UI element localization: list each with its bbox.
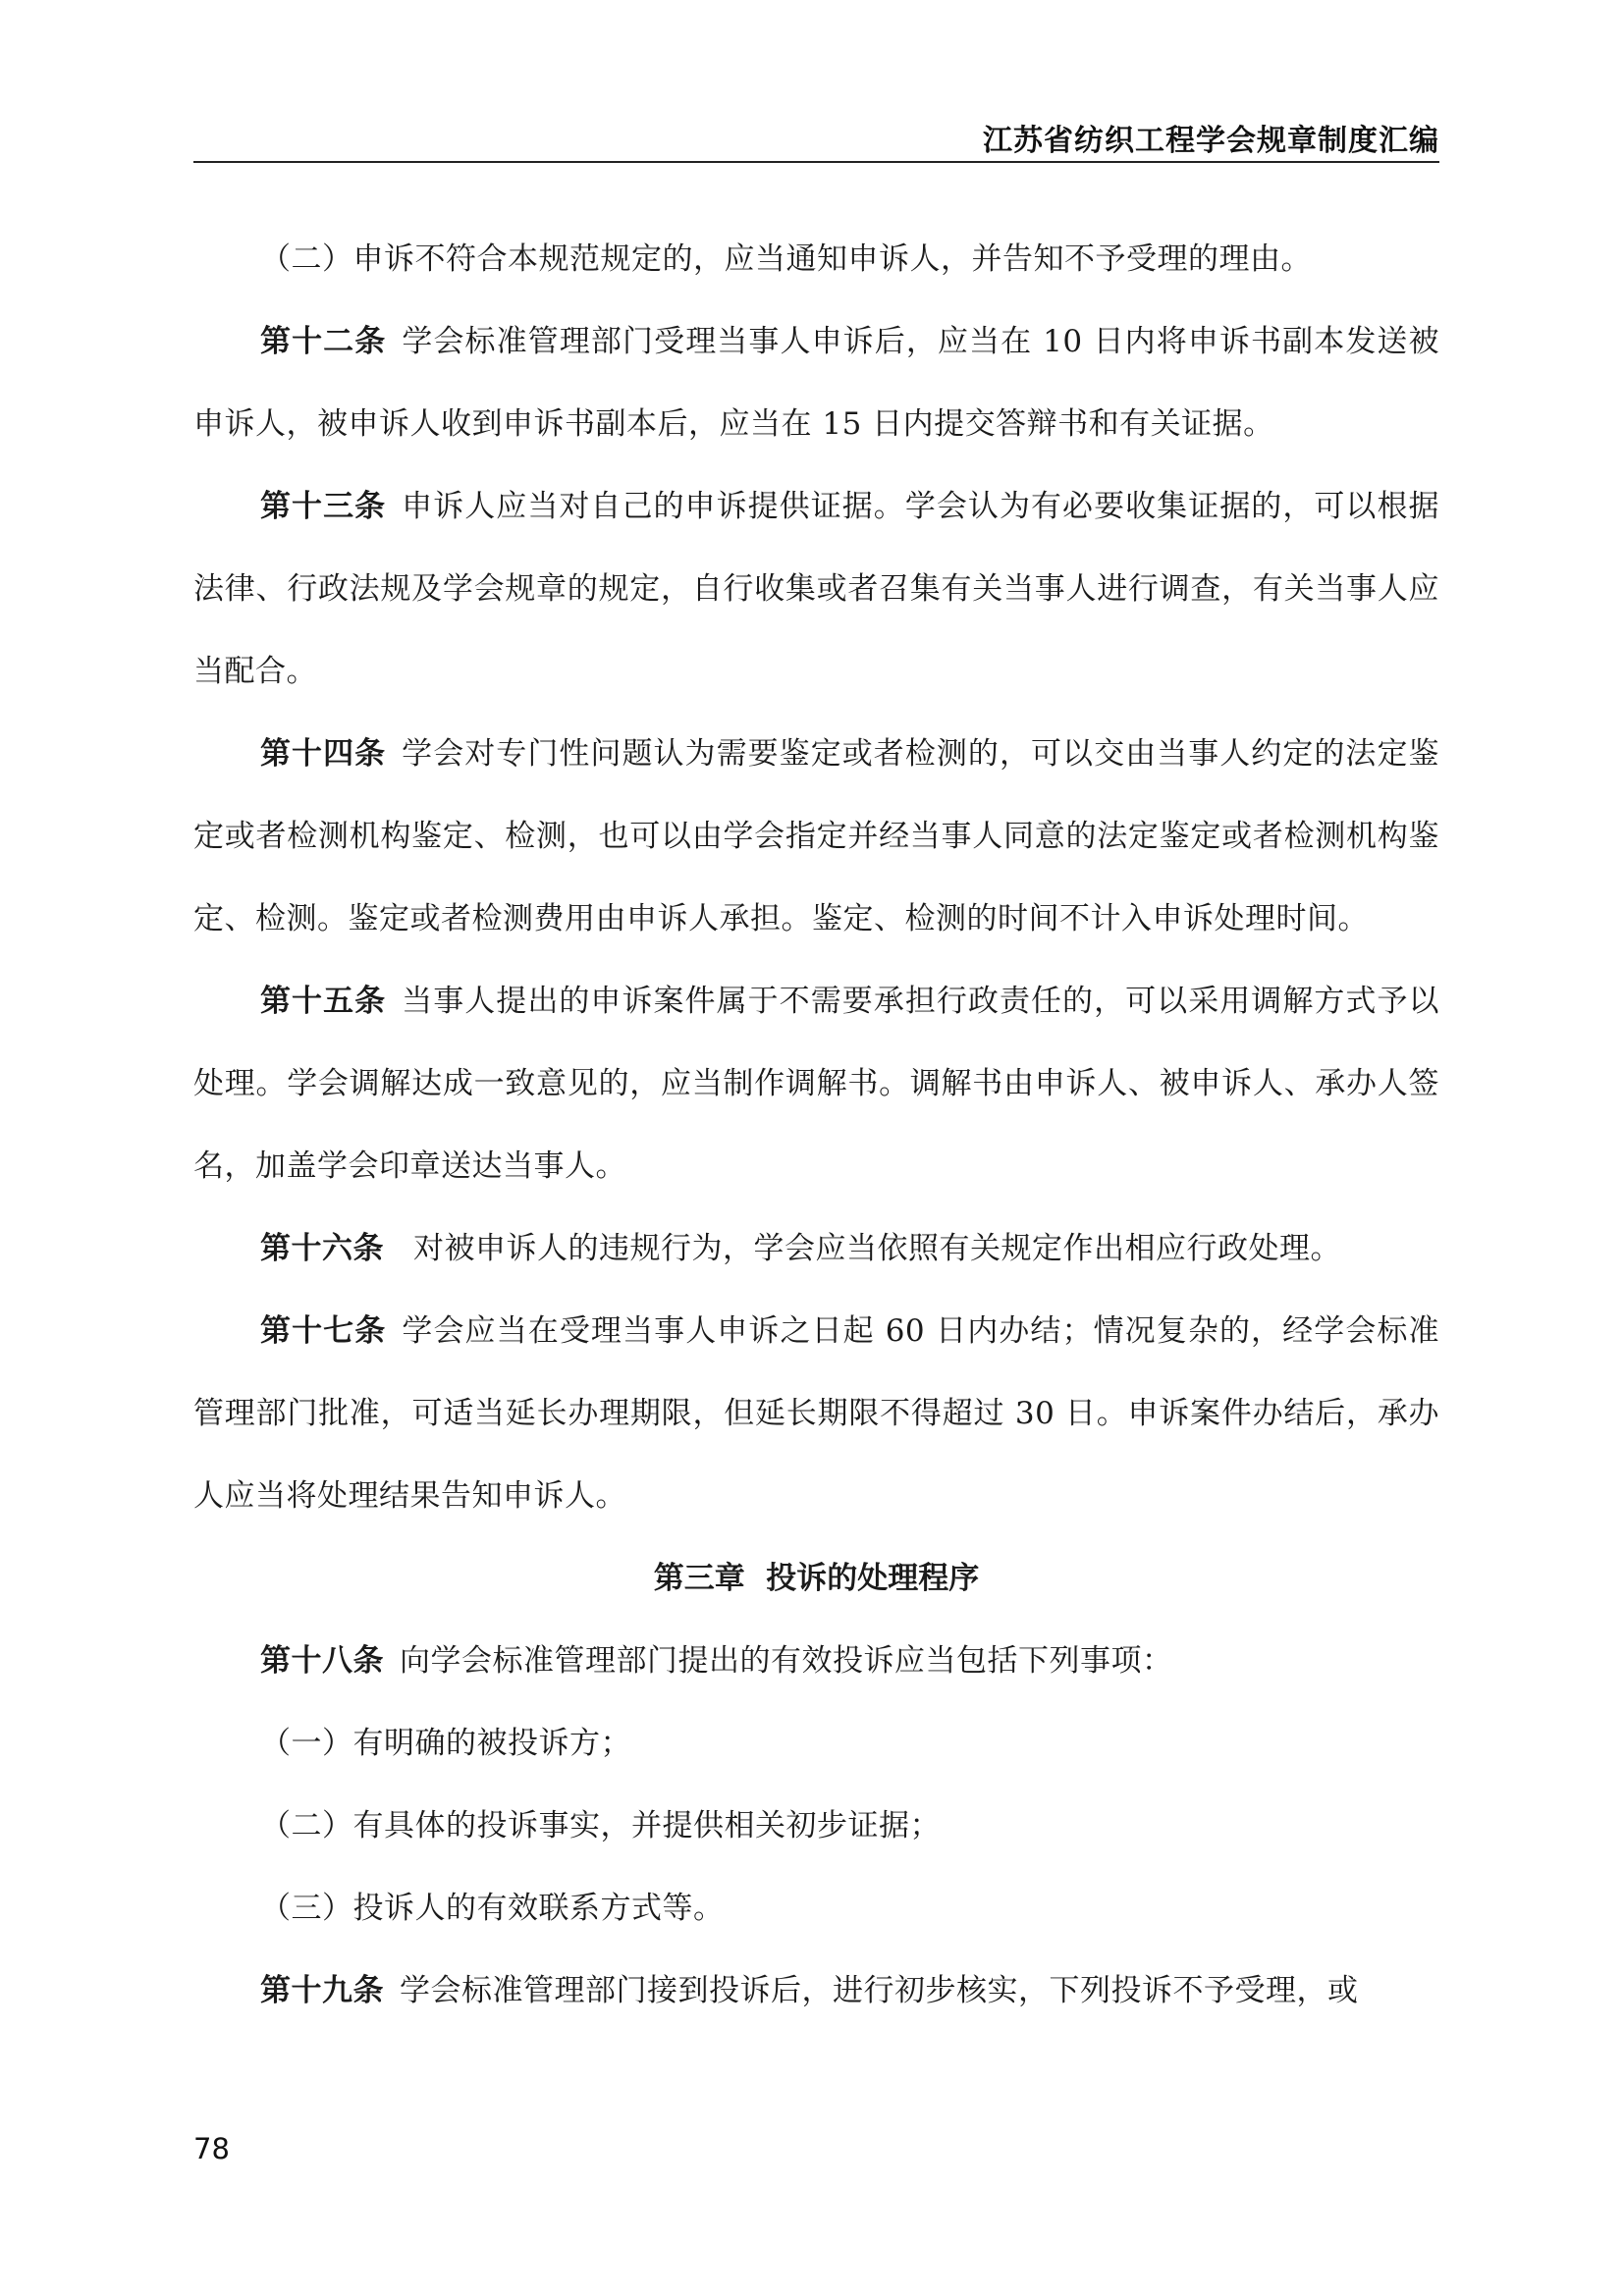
article-17 — [193, 1290, 1439, 1537]
article-text: 向学会标准管理部门提出的有效投诉应当包括下列事项： — [400, 1643, 1173, 1679]
list-item-1 — [193, 1702, 1439, 1785]
article-text: 学会标准管理部门接到投诉后，进行初步核实，下列投诉不予受理，或 — [400, 1973, 1359, 2008]
article-text: 学会标准管理部门受理当事人申诉后，应当在 10 日内将申诉书副本发送被申诉人，被申诉人收到申诉书副本后，应当在 15 日内提交答辩书和有关证据。 — [193, 324, 1439, 442]
article-text: 当事人提出的申诉案件属于不需要承担行政责任的，可以采用调解方式予以处理。学会调解达成一致意见的，应当制作调解书。调解书由申诉人、被申诉人、承办人签名，加盖学会印章送达当事人。 — [193, 984, 1440, 1184]
article-18 — [193, 1620, 1439, 1702]
document-body — [193, 218, 1439, 2032]
list-item-text: （三）投诉人的有效联系方式等。 — [260, 1891, 725, 1926]
article-16 — [193, 1207, 1439, 1290]
article-number: 第十八条 — [260, 1643, 384, 1679]
list-item-2 — [193, 1785, 1439, 1867]
running-header — [193, 106, 1439, 163]
article-number: 第十六条 — [260, 1231, 384, 1266]
article-13 — [193, 465, 1439, 713]
article-text: 申诉人应当对自己的申诉提供证据。学会认为有必要收集证据的，可以根据法律、行政法规及学会规章的规定，自行收集或者召集有关当事人进行调查，有关当事人应当配合。 — [193, 489, 1440, 689]
paragraph-text: （二）申诉不符合本规范规定的，应当通知申诉人，并告知不予受理的理由。 — [260, 241, 1312, 277]
article-number: 第十四条 — [260, 736, 387, 772]
article-text: 学会应当在受理当事人申诉之日起 60 日内办结；情况复杂的，经学会标准管理部门批准，可适当延长办理期限，但延长期限不得超过 30 日。申诉案件办结后，承办人应当将处理结果告知申诉人。 — [193, 1313, 1439, 1514]
article-number: 第十九条 — [260, 1973, 384, 2008]
header-title: 江苏省纺织工程学会规章制度汇编 — [983, 124, 1439, 158]
article-12 — [193, 300, 1439, 465]
article-14 — [193, 713, 1439, 960]
article-text: 学会对专门性问题认为需要鉴定或者检测的，可以交由当事人约定的法定鉴定或者检测机构鉴定、检测，也可以由学会指定并经当事人同意的法定鉴定或者检测机构鉴定、检测。鉴定或者检测费用由申诉人承担。鉴定、检测的时间不计入申诉处理时间。 — [193, 736, 1440, 936]
article-text: 对被申诉人的违规行为，学会应当依照有关规定作出相应行政处理。 — [413, 1231, 1341, 1266]
article-number: 第十二条 — [260, 324, 387, 359]
list-item-text: （一）有明确的被投诉方； — [260, 1726, 631, 1761]
paragraph-1 — [193, 218, 1439, 300]
list-item-text: （二）有具体的投诉事实，并提供相关初步证据； — [260, 1808, 941, 1843]
article-number: 第十七条 — [260, 1313, 387, 1349]
page-number: 78 — [193, 2132, 230, 2165]
chapter-heading: 第三章 投诉的处理程序 — [653, 1561, 980, 1596]
article-number: 第十三条 — [260, 489, 387, 524]
article-15 — [193, 960, 1439, 1207]
article-number: 第十五条 — [260, 984, 387, 1019]
list-item-3 — [193, 1867, 1439, 1949]
article-19 — [193, 1949, 1439, 2032]
